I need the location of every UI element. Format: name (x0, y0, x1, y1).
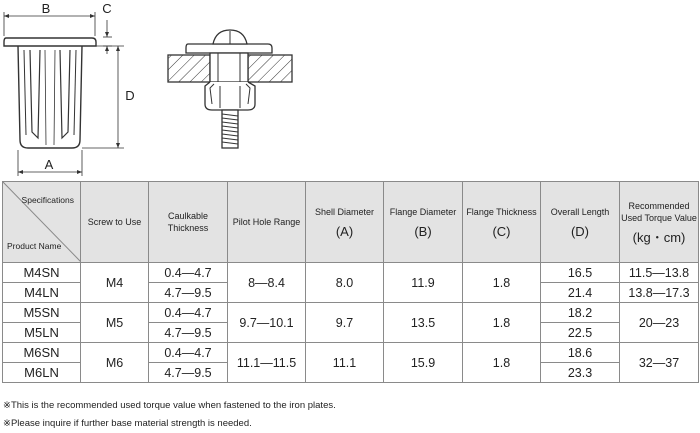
shell-cell: 8.0 (306, 263, 384, 303)
length-cell: 23.3 (541, 363, 620, 383)
shell-cell: 9.7 (306, 303, 384, 343)
table-row (3, 343, 699, 363)
torque-cell: 20—23 (620, 303, 699, 343)
header-flange-thickness-symbol: (C) (492, 224, 511, 239)
header-overall-length (541, 182, 620, 263)
shell-cell: 11.1 (306, 343, 384, 383)
footnotes (3, 397, 336, 433)
header-flange-diameter-symbol: (B) (414, 224, 432, 239)
header-torque (620, 182, 699, 263)
product-drawings (0, 0, 700, 180)
table-row (3, 303, 699, 323)
dim-label-b: B (41, 1, 51, 16)
header-pilot-hole: Pilot Hole Range (228, 182, 306, 263)
flange-diameter-cell: 11.9 (384, 263, 463, 303)
length-cell: 22.5 (541, 323, 620, 343)
product-name-cell: M4LN (3, 283, 81, 303)
caulk-cell: 4.7—9.5 (149, 283, 228, 303)
header-torque-unit: (kg・cm) (632, 230, 686, 245)
header-flange-diameter (384, 182, 463, 263)
caulk-cell: 0.4—4.7 (149, 263, 228, 283)
flange-diameter-cell: 15.9 (384, 343, 463, 383)
dim-label-d: D (125, 88, 135, 103)
flange-thickness-cell: 1.8 (463, 263, 541, 303)
header-flange-thickness-label: Flange Thickness (466, 207, 537, 217)
specification-table (2, 181, 699, 383)
pilot-cell: 9.7—10.1 (228, 303, 306, 343)
product-name-cell: M5SN (3, 303, 81, 323)
header-flange-thickness (463, 182, 541, 263)
product-name-cell: M5LN (3, 323, 81, 343)
caulk-cell: 4.7—9.5 (149, 323, 228, 343)
product-name-cell: M4SN (3, 263, 81, 283)
torque-cell: 13.8—17.3 (620, 283, 699, 303)
header-overall-length-symbol: (D) (570, 224, 590, 239)
length-cell: 18.2 (541, 303, 620, 323)
torque-cell: 11.5—13.8 (620, 263, 699, 283)
length-cell: 18.6 (541, 343, 620, 363)
installation-section-drawing (168, 30, 292, 148)
header-shell-symbol: (A) (335, 224, 354, 239)
caulk-cell: 0.4—4.7 (149, 303, 228, 323)
screw-cell: M5 (81, 303, 149, 343)
header-shell-diameter (306, 182, 384, 263)
screw-cell: M6 (81, 343, 149, 383)
screw-cell: M4 (81, 263, 149, 303)
product-name-label: Product Name (7, 241, 62, 251)
table-header-row (3, 182, 699, 263)
dim-label-a: A (44, 157, 54, 172)
flange-diameter-cell: 13.5 (384, 303, 463, 343)
torque-cell: 32—37 (620, 343, 699, 383)
length-cell: 16.5 (541, 263, 620, 283)
caulk-cell: 4.7—9.5 (149, 363, 228, 383)
product-name-cell: M6LN (3, 363, 81, 383)
footnote-inquire: ※Please inquire if further base material strength is needed. (3, 418, 252, 429)
header-flange-diameter-label: Flange Diameter (389, 207, 457, 217)
flange-thickness-cell: 1.8 (463, 303, 541, 343)
dim-label-c: C (102, 1, 112, 16)
caulk-cell: 0.4—4.7 (149, 343, 228, 363)
pilot-cell: 8—8.4 (228, 263, 306, 303)
header-shell-label: Shell Diameter (314, 207, 375, 217)
specifications-label: Specifications (21, 195, 74, 205)
header-overall-length-label: Overall Length (550, 207, 610, 217)
table-row (3, 263, 699, 283)
corner-header-cell (3, 182, 81, 263)
header-torque-label: Recommended Used Torque Value (621, 201, 697, 223)
header-caulkable-thickness: Caulkable Thickness (149, 182, 228, 263)
pilot-cell: 11.1—11.5 (228, 343, 306, 383)
footnote-torque: ※This is the recommended used torque value when fastened to the iron plates. (3, 400, 336, 411)
nut-dimension-drawing (4, 12, 124, 176)
product-name-cell: M6SN (3, 343, 81, 363)
flange-thickness-cell: 1.8 (463, 343, 541, 383)
header-screw: Screw to Use (81, 182, 149, 263)
length-cell: 21.4 (541, 283, 620, 303)
